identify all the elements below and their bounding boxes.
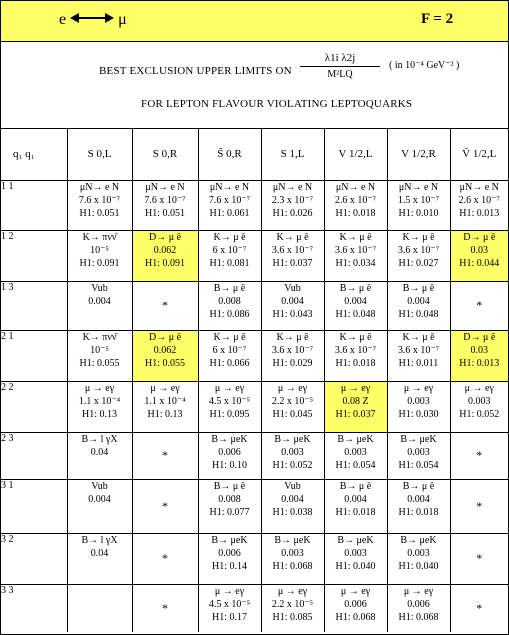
limit-cell-highlighted [450, 230, 508, 281]
process-label [59, 11, 127, 29]
cell-text: * [162, 298, 168, 312]
limit-cell [198, 230, 261, 281]
cell-text: 4.5 x 10⁻⁵ [208, 395, 251, 407]
quark-generation-label: 1 3 [1, 281, 67, 330]
cell-text: H1: 0.018 [335, 207, 376, 219]
cell-text: 10⁻⁵ [90, 344, 109, 356]
limit-cell [198, 330, 261, 381]
limit-cell [387, 432, 450, 479]
cell-text: H1: 0.051 [79, 207, 120, 219]
cell-text: H1: 0.055 [145, 357, 185, 369]
cell-text: H1: 0.085 [272, 611, 313, 623]
quark-generation-label: 3 3 [1, 584, 67, 632]
cell-text: H1: 0.011 [398, 357, 439, 369]
cell-text: B→ l γX [81, 534, 118, 546]
cell-text: 0.008 [218, 493, 241, 505]
cell-text: K→ μ ē [339, 331, 372, 343]
table-caption [1, 42, 508, 129]
table-row [1, 330, 508, 381]
cell-text: 3.6 x 10⁻⁷ [397, 344, 440, 356]
cell-text: μN→ e N [79, 181, 120, 193]
cell-text: 6 x 10⁻⁷ [212, 344, 247, 356]
cell-text: μN→ e N [459, 181, 499, 193]
cell-text: 0.004 [407, 295, 430, 307]
cell-text: 0.004 [88, 493, 111, 505]
cell-text: 1.1 x 10⁻⁴ [144, 395, 186, 407]
limit-cell-highlighted [324, 381, 387, 432]
cell-text: B→ μeK [211, 433, 248, 445]
cell-text: 2.2 x 10⁻⁵ [271, 598, 314, 610]
cell-text: 3.6 x 10⁻⁷ [334, 244, 377, 256]
cell-text: * [476, 448, 483, 462]
header-bar [1, 1, 508, 42]
cell-text: B→ μeK [211, 534, 248, 546]
cell-text: 0.08 Z [342, 395, 369, 407]
cell-text: K→ μ ē [276, 331, 309, 343]
cell-text: 0.004 [88, 295, 111, 307]
cell-text: H1: 0.061 [209, 207, 250, 219]
table-row [1, 230, 508, 281]
cell-text: B→ μ ē [213, 480, 246, 492]
cell-text: * [162, 551, 168, 565]
limit-cell [132, 180, 198, 230]
limit-cell [67, 584, 132, 632]
cell-text: * [162, 448, 168, 462]
cell-text: D→ μ ē [148, 231, 182, 243]
column-header-leptoquark: S 0,L [67, 129, 132, 180]
cell-text: 0.006 [218, 446, 241, 458]
cell-text: H1: 0.013 [459, 357, 500, 369]
cell-text: 3.6 x 10⁻⁷ [397, 244, 440, 256]
cell-text: * [162, 498, 168, 513]
cell-text: H1: 0.048 [398, 308, 439, 320]
table-row [1, 381, 508, 432]
limit-cell [261, 432, 324, 479]
column-header-leptoquark: Ṽ 1/2,L [450, 129, 508, 180]
cell-text: μ → eγ [84, 382, 115, 394]
table-row [1, 432, 508, 479]
table-row [1, 479, 508, 533]
limit-cell-highlighted [450, 330, 508, 381]
column-header-leptoquark: V 1/2,L [324, 129, 387, 180]
cell-text: H1: 0.081 [209, 257, 250, 269]
cell-text: H1: 0.091 [79, 257, 120, 269]
cell-text: μ → eγ [340, 382, 371, 394]
cell-text: * [476, 498, 483, 513]
limit-cell [67, 230, 132, 281]
cell-text: B→ l γX [81, 433, 118, 445]
cell-text: 2.6 x 10⁻⁷ [458, 194, 500, 206]
cell-text: μ → eγ [403, 382, 434, 394]
fermion-number: F = 2 [421, 11, 454, 27]
limit-cell [132, 479, 198, 533]
limit-cell [198, 180, 261, 230]
cell-text: μN→ e N [209, 181, 250, 193]
column-header-leptoquark: V 1/2,R [387, 129, 450, 180]
cell-text: H1: 0.086 [209, 308, 250, 320]
limit-cell [450, 381, 508, 432]
unit-label: ( in 10⁻⁴ GeV⁻² ) [389, 60, 460, 71]
cell-text: 2.6 x 10⁻⁷ [334, 194, 377, 206]
cell-text: 0.004 [344, 493, 367, 505]
cell-text: H1: 0.013 [459, 207, 500, 219]
cell-text: 0.062 [153, 344, 177, 356]
cell-text: H1: 0.052 [459, 408, 500, 420]
cell-text: μ → eγ [277, 585, 308, 597]
cell-text: 0.003 [281, 446, 304, 458]
quark-generation-label: 3 2 [1, 533, 67, 584]
limit-cell [387, 584, 450, 632]
cell-text: B→ μeK [400, 534, 437, 546]
fraction-numerator: λ1i λ2j [300, 52, 380, 67]
cell-text: H1: 0.037 [335, 408, 376, 420]
cell-text: μ → eγ [214, 585, 245, 597]
cell-text: 0.006 [218, 547, 241, 559]
cell-text: 0.003 [407, 547, 430, 559]
column-header-leptoquark: S̃ 0,R [198, 129, 261, 180]
cell-text: 0.03 [470, 244, 488, 256]
cell-text: 1.1 x 10⁻⁴ [78, 395, 121, 407]
cell-text: H1: 0.044 [459, 257, 500, 269]
cell-text: K→ πνν̄ [82, 331, 117, 343]
limit-cell [132, 281, 198, 330]
cell-text: 2.2 x 10⁻⁵ [271, 395, 314, 407]
limit-cell [261, 230, 324, 281]
quark-generation-label: 2 2 [1, 381, 67, 432]
table-row [1, 281, 508, 330]
cell-text: H1: 0.054 [335, 459, 376, 471]
cell-text: H1: 0.026 [272, 207, 313, 219]
cell-text: 0.004 [281, 295, 304, 307]
cell-text: B→ μeK [337, 534, 374, 546]
cell-text: Vub [284, 480, 301, 492]
cell-text: D→ μ ē [463, 231, 496, 243]
limit-cell [324, 281, 387, 330]
quark-generation-label: 2 3 [1, 432, 67, 479]
table-row [1, 180, 508, 230]
cell-text: H1: 0.052 [272, 459, 313, 471]
cell-text: H1: 0.034 [335, 257, 376, 269]
cell-text: 0.003 [468, 395, 491, 407]
cell-text: H1: 0.054 [398, 459, 439, 471]
limit-cell [132, 432, 198, 479]
cell-text: H1: 0.038 [272, 506, 313, 518]
cell-text: H1: 0.066 [209, 357, 250, 369]
cell-text: 0.062 [153, 244, 177, 256]
cell-text: H1: 0.045 [272, 408, 313, 420]
limit-cell [261, 180, 324, 230]
limit-cell [387, 281, 450, 330]
limit-cell [261, 584, 324, 632]
cell-text: 0.004 [281, 493, 304, 505]
double-arrow-icon [72, 17, 112, 19]
quark-generation-label: 1 1 [1, 180, 67, 230]
cell-text: 4.5 x 10⁻⁵ [208, 598, 251, 610]
cell-text: 0.003 [407, 446, 430, 458]
cell-text: 0.006 [407, 598, 430, 610]
limit-cell [198, 584, 261, 632]
cell-text: μN→ e N [145, 181, 185, 193]
cell-text: 7.6 x 10⁻⁷ [78, 194, 121, 206]
cell-text: 0.04 [90, 547, 109, 559]
cell-text: H1: 0.043 [272, 308, 313, 320]
limits-table [1, 129, 508, 632]
cell-text: 0.003 [344, 446, 367, 458]
cell-text: B→ μ ē [213, 282, 246, 294]
cell-text: H1: 0.14 [212, 560, 247, 572]
cell-text: K→ πνν̄ [82, 231, 117, 243]
limit-cell [450, 479, 508, 533]
cell-text: * [162, 600, 168, 615]
cell-text: H1: 0.030 [398, 408, 439, 420]
limit-cell [324, 330, 387, 381]
limit-cell [67, 281, 132, 330]
limit-cell [198, 479, 261, 533]
cell-text: μ → eγ [464, 382, 494, 394]
limit-cell [387, 230, 450, 281]
cell-text: * [476, 600, 483, 615]
limit-cell [261, 281, 324, 330]
cell-text: 3.6 x 10⁻⁷ [271, 244, 314, 256]
cell-text: μ → eγ [214, 382, 245, 394]
limit-cell [67, 533, 132, 584]
cell-text: 0.006 [344, 598, 367, 610]
cell-text: D→ μ ē [148, 331, 182, 343]
limit-cell [387, 330, 450, 381]
cell-text: K→ μ ē [213, 331, 246, 343]
cell-text: H1: 0.095 [209, 408, 250, 420]
cell-text: H1: 0.040 [398, 560, 439, 572]
limit-cell [261, 381, 324, 432]
cell-text: H1: 0.055 [79, 357, 120, 369]
cell-text: μN→ e N [398, 181, 439, 193]
cell-text: 0.003 [407, 395, 430, 407]
cell-text: K→ μ ē [339, 231, 372, 243]
cell-text: H1: 0.13 [82, 408, 117, 420]
limit-cell [387, 381, 450, 432]
limit-cell [324, 432, 387, 479]
limit-cell-highlighted [132, 230, 198, 281]
cell-text: B→ μeK [400, 433, 437, 445]
limit-cell [67, 330, 132, 381]
limit-cell [387, 479, 450, 533]
limit-cell [324, 533, 387, 584]
cell-text: H1: 0.029 [272, 357, 313, 369]
table-row [1, 584, 508, 632]
cell-text: B→ μeK [274, 433, 311, 445]
column-header-leptoquark: S 0,R [132, 129, 198, 180]
cell-text: B→ μ ē [339, 480, 372, 492]
cell-text: 0.003 [344, 547, 367, 559]
from-lepton: e [59, 11, 67, 28]
limit-cell [67, 381, 132, 432]
cell-text: H1: 0.17 [212, 611, 247, 623]
cell-text: H1: 0.027 [398, 257, 439, 269]
cell-text: Vub [91, 282, 108, 294]
limit-cell [450, 281, 508, 330]
limit-cell [387, 180, 450, 230]
cell-text: 0.03 [470, 344, 488, 356]
fraction-denominator: M²LQ [327, 69, 353, 80]
limit-cell [198, 432, 261, 479]
quark-generation-label: 1 2 [1, 230, 67, 281]
cell-text: 1.5 x 10⁻⁷ [397, 194, 440, 206]
cell-text: μN→ e N [335, 181, 376, 193]
limit-cell [324, 584, 387, 632]
cell-text: H1: 0.068 [398, 611, 439, 623]
cell-text: B→ μ ē [339, 282, 372, 294]
cell-text: * [476, 551, 483, 565]
limit-cell [198, 381, 261, 432]
cell-text: H1: 0.037 [272, 257, 313, 269]
cell-text: Vub [91, 480, 108, 492]
limit-cell [324, 230, 387, 281]
cell-text: 0.003 [281, 547, 304, 559]
limit-cell [198, 533, 261, 584]
cell-text: H1: 0.13 [147, 408, 183, 420]
caption-line-1: BEST EXCLUSION UPPER LIMITS ON [99, 65, 292, 77]
coupling-fraction [300, 52, 380, 80]
cell-text: H1: 0.091 [145, 257, 185, 269]
cell-text: 7.6 x 10⁻⁷ [208, 194, 251, 206]
quark-generation-label: 3 1 [1, 479, 67, 533]
limit-cell-highlighted [132, 330, 198, 381]
cell-text: H1: 0.068 [335, 611, 376, 623]
cell-text: 0.004 [407, 493, 430, 505]
cell-text: H1: 0.048 [335, 308, 376, 320]
limit-cell [450, 180, 508, 230]
limit-cell [132, 381, 198, 432]
cell-text: H1: 0.010 [398, 207, 439, 219]
cell-text: H1: 0.051 [145, 207, 185, 219]
cell-text: μ → eγ [340, 585, 371, 597]
limit-cell [67, 479, 132, 533]
cell-text: 0.04 [90, 446, 109, 458]
cell-text: μN→ e N [272, 181, 313, 193]
limit-cell [261, 533, 324, 584]
limit-cell [324, 180, 387, 230]
cell-text: B→ μ ē [402, 480, 435, 492]
table-row [1, 533, 508, 584]
limit-cell [450, 584, 508, 632]
limit-cell [387, 533, 450, 584]
limit-cell [198, 281, 261, 330]
cell-text: 7.6 x 10⁻⁷ [144, 194, 186, 206]
limit-cell [450, 533, 508, 584]
cell-text: D→ μ ē [463, 331, 496, 343]
cell-text: 0.004 [344, 295, 367, 307]
cell-text: H1: 0.018 [335, 506, 376, 518]
column-header-quark-indices: q₁ q₁ [1, 129, 67, 180]
cell-text: * [476, 298, 483, 312]
cell-text: 6 x 10⁻⁷ [212, 244, 247, 256]
cell-text: K→ μ ē [402, 231, 435, 243]
cell-text: H1: 0.040 [335, 560, 376, 572]
cell-text: μ → eγ [150, 382, 180, 394]
limit-cell [324, 479, 387, 533]
to-lepton: μ [118, 11, 127, 28]
cell-text: H1: 0.068 [272, 560, 313, 572]
cell-text: 3.6 x 10⁻⁷ [271, 344, 314, 356]
limit-cell [132, 584, 198, 632]
quark-generation-label: 2 1 [1, 330, 67, 381]
limit-cell [261, 330, 324, 381]
limit-cell [450, 432, 508, 479]
column-header-leptoquark: S 1,L [261, 129, 324, 180]
cell-text: B→ μeK [274, 534, 311, 546]
cell-text: B→ μ ē [402, 282, 435, 294]
cell-text: H1: 0.018 [335, 357, 376, 369]
caption-line-2: FOR LEPTON FLAVOUR VIOLATING LEPTOQUARKS [141, 98, 413, 110]
limit-cell [67, 180, 132, 230]
cell-text: 0.008 [218, 295, 241, 307]
cell-text: Vub [284, 282, 301, 294]
cell-text: H1: 0.018 [398, 506, 439, 518]
limit-cell [67, 432, 132, 479]
cell-text: K→ μ ē [276, 231, 309, 243]
header-row [1, 129, 508, 180]
cell-text: H1: 0.077 [209, 506, 250, 518]
cell-text: K→ μ ē [402, 331, 435, 343]
cell-text: μ → eγ [403, 585, 434, 597]
cell-text: K→ μ ē [213, 231, 246, 243]
cell-text: H1: 0.10 [212, 459, 247, 471]
cell-text: μ → eγ [277, 382, 308, 394]
cell-text: 3.6 x 10⁻⁷ [334, 344, 377, 356]
cell-text: 2.3 x 10⁻⁷ [271, 194, 314, 206]
cell-text: 10⁻⁵ [90, 244, 109, 256]
limit-cell [132, 533, 198, 584]
limit-cell [261, 479, 324, 533]
cell-text: B→ μeK [337, 433, 374, 445]
